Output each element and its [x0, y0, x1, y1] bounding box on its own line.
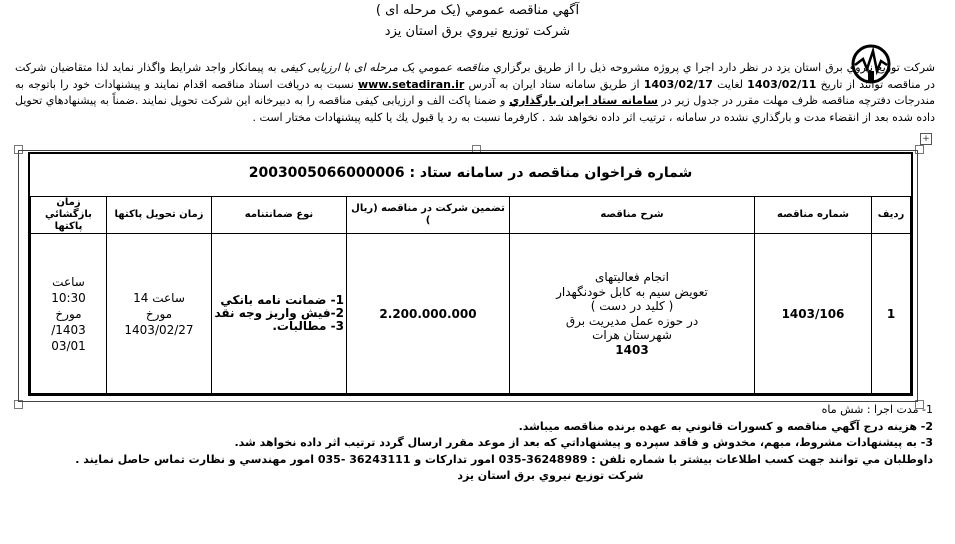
tender-description: انجام فعالیتهای تعویض سیم به کابل خودنگهدار ( کلید در دست ) در حوزه عمل مديريت برق شهرستان هرات 1403: [510, 234, 755, 394]
col-row: رديف: [872, 197, 911, 234]
tender-number: 1403/106: [755, 234, 872, 394]
delivery-time: ساعت 14 مورخ 1403/02/27: [107, 234, 212, 394]
footer-line-3: 3- به پيشنهادات مشروط، مبهم، مخدوش و فاقد سپرده و پيشنهاداتي كه بعد از موعد مقرر ارسال گردد ترتيب اثر داده نخواهد شد.: [234, 436, 933, 449]
table-row: [31, 234, 911, 394]
footer-line-2: 2- هزينه درج آگهي مناقصه و كسورات قانوني به عهده برنده مناقصه ميباشد.: [518, 419, 933, 433]
ad-footer: [18, 402, 933, 485]
opening-time: ساعت 10:30 مورخ 1403/ 03/01: [31, 234, 107, 394]
company-name: شرکت توزيع نيروي برق استان يزد: [384, 24, 571, 39]
col-desc: شرح مناقصه: [510, 197, 755, 234]
intro-paragraph: شرکت توزیع نیروي برق استان يزد در نظر دارد اجرا ي پروژه مشروحه ذيل را از طريق برگزاري مناقصه عمومي يک مرحله ای با ارزيابی کيفی به پيمانكار واجد شرايط واگذار نمايد لذا متقاضيان شركت در مناقصه توانند از تاريخ 1403/02/11 لغايت 1403/02/17 از طريق سامانه ستاد ايران به آدرس www.setadiran.ir نسبت به دريافت اسناد مناقصه اقدام نمايند و پيشنهادات خود را باتوجه به مندرجات دفترچه مناقصه ظرف مهلت مقرر در جدول زير در سامانه ستاد ايران بارگذاري و ضمنا پاكت الف و ارزيابی کيفی مناقصه را به دبيرخانه اين شركت تحويل نمايند .ضمناً به پيشنهادهاي تحويل داده شده بعد از انقضاء مدت و بارگذاري نشده در سامانه ، ترتيب اثر داده نخواهد شد . كارفرما نسبت به رد يا قبول يك يا كليه پيشنهادات مختار است .: [15, 61, 935, 124]
expand-icon[interactable]: +: [920, 133, 932, 145]
tender-table: [30, 196, 911, 394]
guarantee-types: 1- ضمانت نامه بانكي 2-فيش واريز وجه نقد 3- مطالبات.: [212, 234, 347, 394]
footer-signature: شركت توزيع نيروي برق استان يزد: [457, 469, 644, 482]
col-guarantee: تضمين شرکت در مناقصه (ريال ): [347, 197, 510, 234]
footer-line-4: داوطلبان مي توانند جهت كسب اطلاعات بيشتر با شماره تلفن : 36248989-035 امور تداركات و 36243111 -035 امور مهندسي و نظارت تماس حاصل نمايند .: [75, 452, 933, 466]
setadiran-link[interactable]: www.setadiran.ir: [357, 77, 465, 91]
row-index: 1: [872, 234, 911, 394]
tender-call-number: شماره فراخوان مناقصه در سامانه ستاد : 2003005066000006: [248, 165, 693, 181]
ad-title: آگهي مناقصه عمومي (يک مرحله ای ): [375, 3, 580, 18]
ad-header: [0, 0, 955, 150]
col-opening: زمان بازگشائي پاكتها: [31, 197, 107, 234]
col-delivery: زمان تحويل پاكتها: [107, 197, 212, 234]
col-number: شماره مناقصه: [755, 197, 872, 234]
footer-line-1: 1- مدت اجرا : شش ماه: [821, 403, 933, 416]
guarantee-amount: 2.200.000.000: [347, 234, 510, 394]
col-type: نوع ضمانتنامه: [212, 197, 347, 234]
